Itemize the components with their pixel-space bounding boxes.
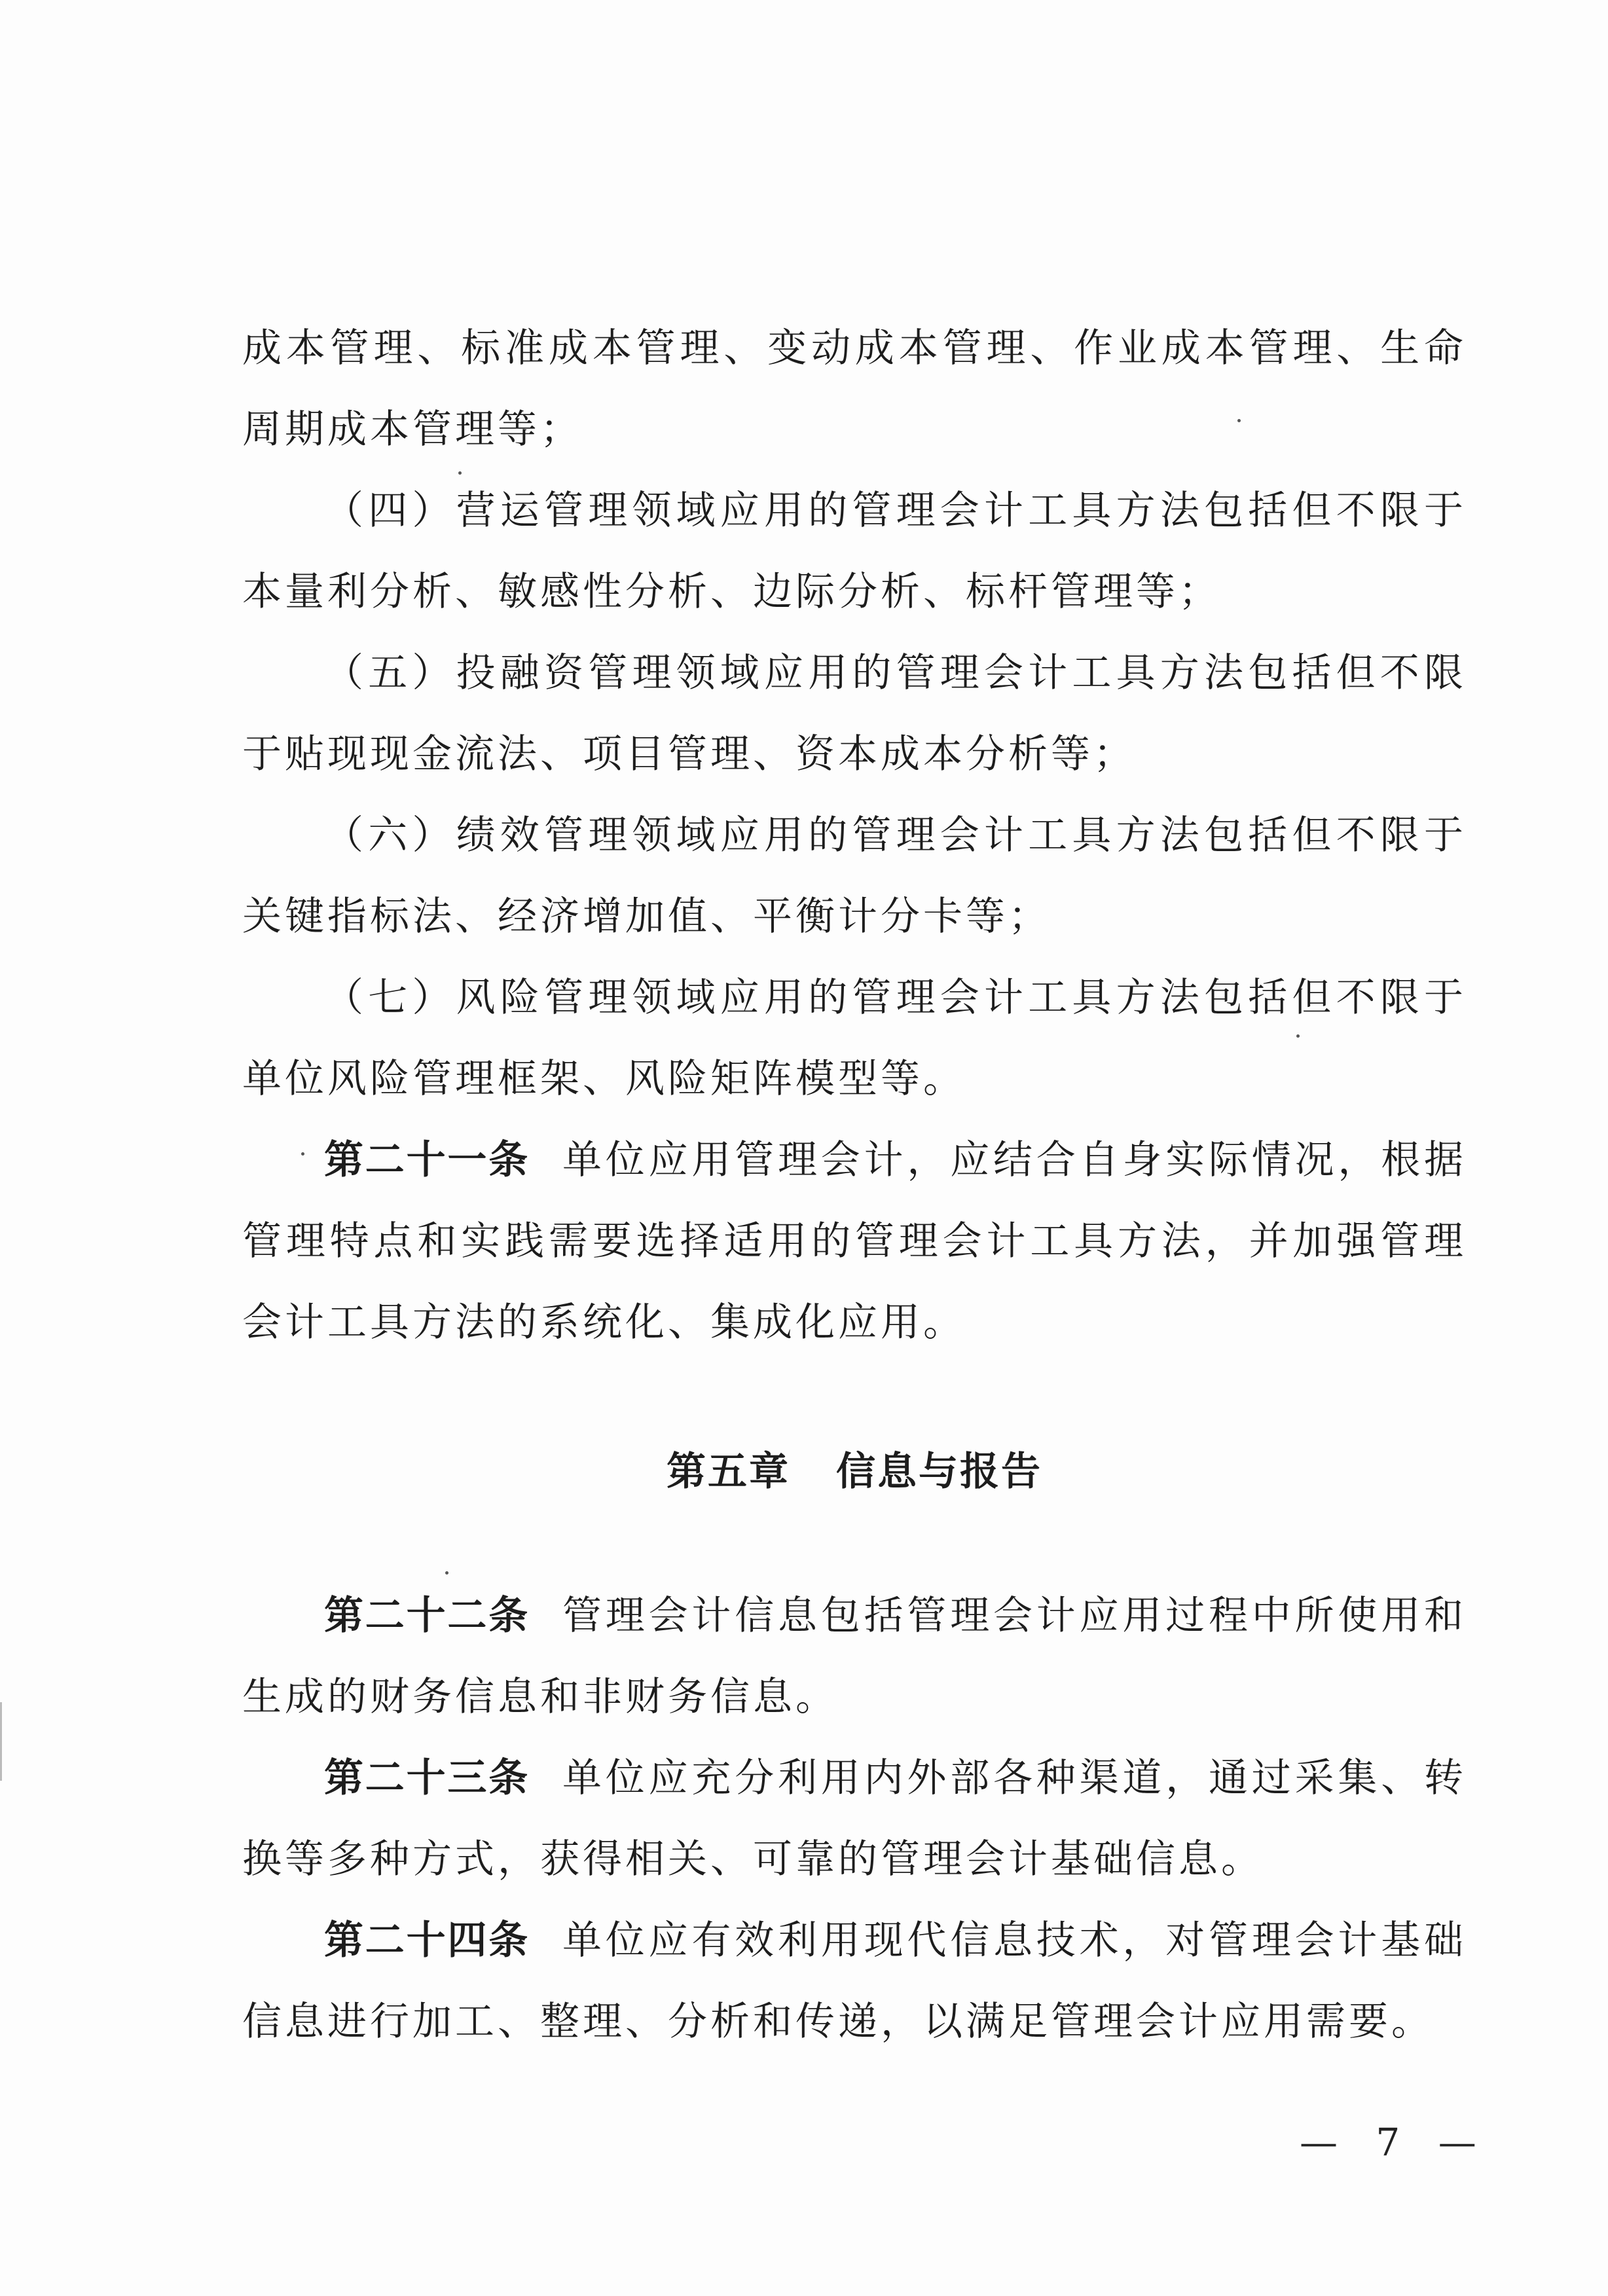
intro-paragraph: 成本管理、标准成本管理、变动成本管理、作业成本管理、生命周期成本管理等；: [242, 325, 1467, 452]
scan-edge-mark: [0, 1702, 2, 1781]
page-number: — 7 —: [1300, 2120, 1489, 2164]
article-24-number: 第二十四条: [324, 1918, 530, 1963]
article-21: [242, 1120, 1467, 1363]
list-item-7: （七）风险管理领域应用的管理会计工具方法包括但不限于单位风险管理框架、风险矩阵模型等。: [242, 975, 1467, 1102]
article-22: [242, 1575, 1467, 1738]
document-body: [242, 308, 1467, 2062]
list-item-6: （六）绩效管理领域应用的管理会计工具方法包括但不限于关键指标法、经济增加值、平衡计分卡等；: [242, 812, 1467, 939]
article-23: [242, 1738, 1467, 1900]
list-item-5: （五）投融资管理领域应用的管理会计工具方法包括但不限于贴现现金流法、项目管理、资本成本分析等；: [242, 650, 1467, 777]
chapter-heading: [242, 1431, 1467, 1512]
chapter-number: 第五章: [667, 1449, 790, 1495]
article-22-text: 管理会计信息包括管理会计应用过程中所使用和生成的财务信息和非财务信息。: [242, 1593, 1467, 1720]
article-23-number: 第二十三条: [324, 1755, 530, 1801]
article-21-text: 单位应用管理会计，应结合自身实际情况，根据管理特点和实践需要选择适用的管理会计工具方法，并加强管理会计工具方法的系统化、集成化应用。: [242, 1137, 1467, 1345]
article-21-number: 第二十一条: [324, 1137, 530, 1183]
chapter-title: 信息与报告: [836, 1449, 1042, 1495]
list-item-4: （四）营运管理领域应用的管理会计工具方法包括但不限于本量利分析、敏感性分析、边际分析、标杆管理等；: [242, 488, 1467, 615]
article-22-number: 第二十二条: [324, 1593, 530, 1639]
article-23-text: 单位应充分利用内外部各种渠道，通过采集、转换等多种方式，获得相关、可靠的管理会计基础信息。: [242, 1755, 1467, 1882]
article-24: [242, 1900, 1467, 2062]
article-24-text: 单位应有效利用现代信息技术，对管理会计基础信息进行加工、整理、分析和传递，以满足管理会计应用需要。: [242, 1918, 1467, 2045]
